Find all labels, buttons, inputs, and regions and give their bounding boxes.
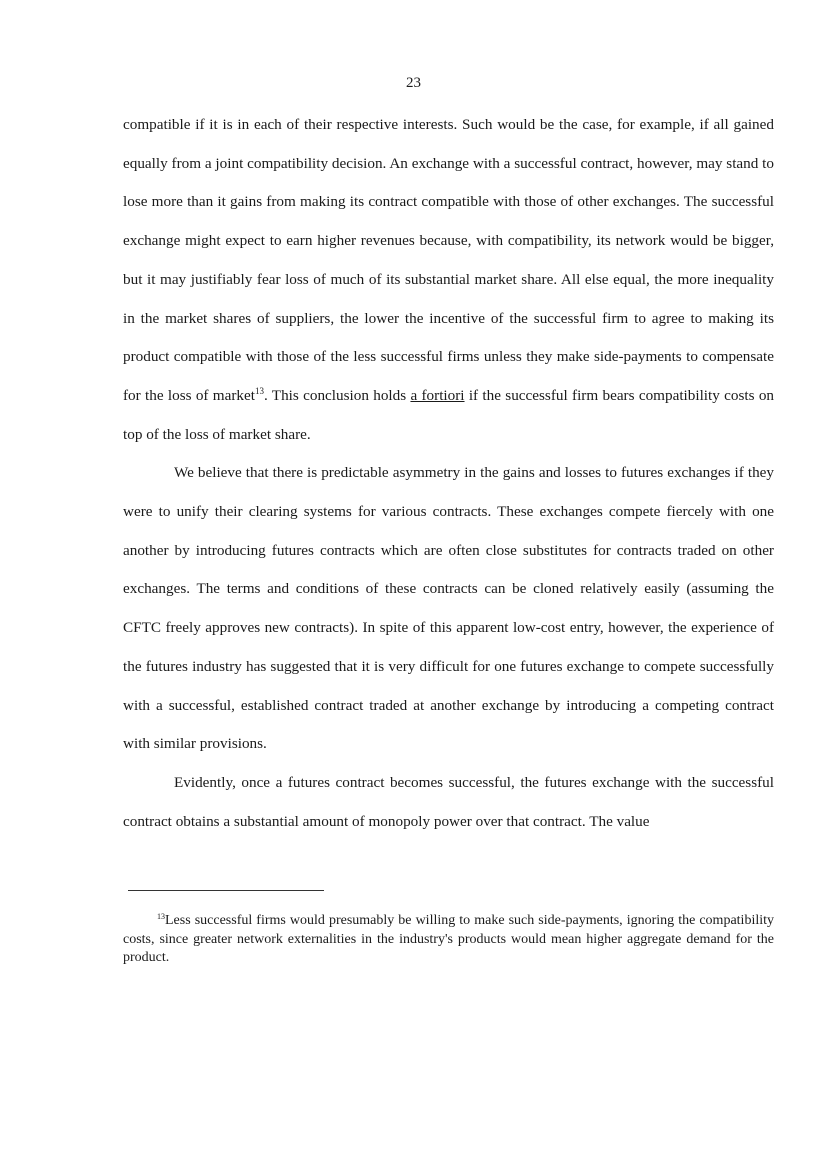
paragraph-1-text-end: if the successful firm bears compatibility costs on top of the loss of market share. xyxy=(123,386,775,443)
footnote-reference-13: 13 xyxy=(254,385,264,396)
footnote-marker: 13 xyxy=(157,912,165,921)
footnote-separator xyxy=(128,890,324,891)
body-text xyxy=(123,106,774,841)
footnote-13 xyxy=(123,912,774,968)
paragraph-2: We believe that there is predictable asymmetry in the gains and losses to futures exchanges if they were to unify their clearing systems for various contracts. These exchanges compete fiercely with one another by introducing futures contracts which are often close substitutes for contracts traded on other exchanges. The terms and conditions of these contracts can be cloned relatively easily (assuming the CFTC freely approves new contracts). In spite of this apparent low-cost entry, however, the experience of the futures industry has suggested that it is very difficult for one futures exchange to compete successfully with a successful, established contract traded at another exchange by introducing a competing contract with similar provisions. xyxy=(123,464,774,753)
page-number: 23 xyxy=(406,75,421,91)
paragraph-1-text-continued: . This conclusion holds xyxy=(263,386,411,404)
paragraph-1-text: compatible if it is in each of their respective interests. Such would be the case, for example, if all gained equally from a joint compatibility decision. An exchange with a successful contract, however, may stand to lose more than it gains from making its contract compatible with those of other exchanges. The successful exchange might expect to earn higher revenues because, with compatibility, its network would be bigger, but it may justifiably fear loss of much of its substantial market share. All else equal, the more inequality in the market shares of suppliers, the lower the incentive of the successful firm to agree to making its product compatible with those of the less successful firms unless they make side-payments to compensate for the loss of market xyxy=(123,116,774,404)
paragraph-1 xyxy=(123,106,774,454)
footnote-text: Less successful firms would presumably be willing to make such side-payments, ignoring the compatibility costs, since greater network externalities in the industry's products would mean higher aggregate demand for the product. xyxy=(123,913,774,965)
a-fortiori-emphasis: a fortiori xyxy=(410,386,465,404)
paragraph-3: Evidently, once a futures contract becomes successful, the futures exchange with the successful contract obtains a substantial amount of monopoly power over that contract. The value xyxy=(123,773,774,830)
